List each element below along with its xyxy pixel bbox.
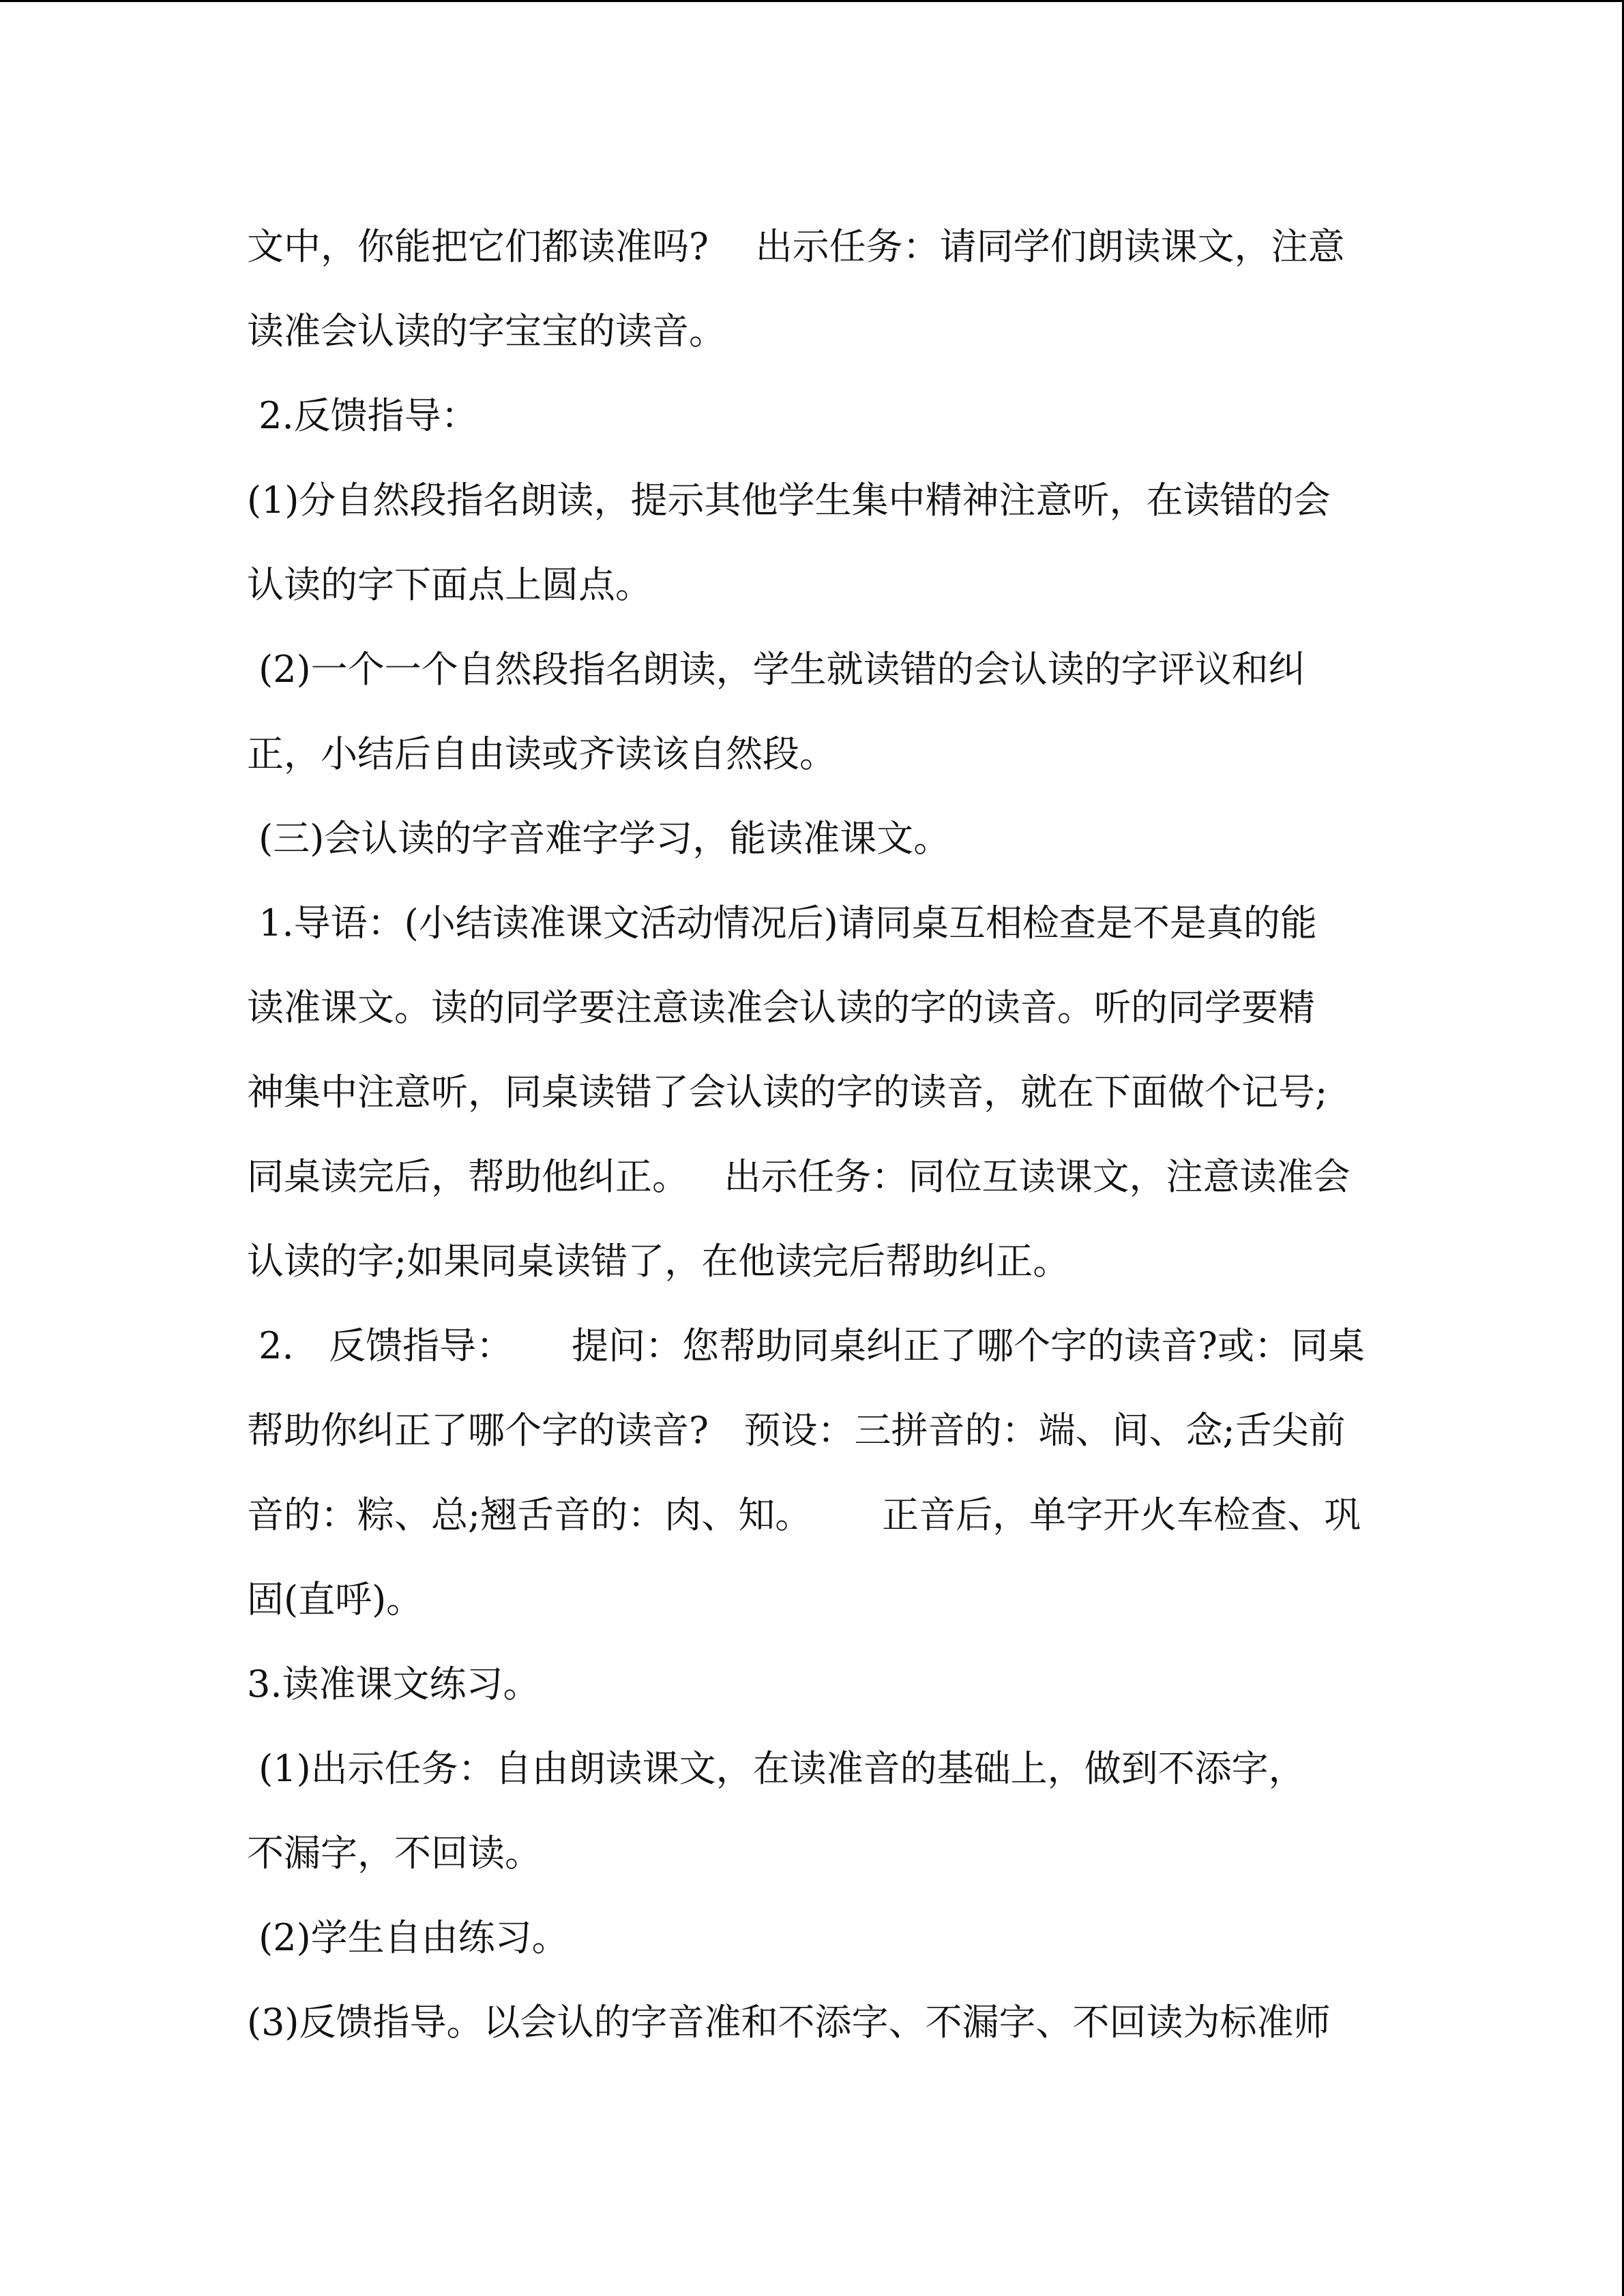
text-line: 2. 反馈指导： 提问：您帮助同桌纠正了哪个字的读音?或：同桌 — [247, 1324, 1365, 1367]
text-line: (2)一个一个自然段指名朗读，学生就读错的会认读的字评议和纠 — [247, 648, 1305, 691]
text-line: 读准会认读的字宝宝的读音。 — [247, 310, 726, 353]
text-line: 同桌读完后，帮助他纠正。 出示任务：同位互读课文，注意读准会 — [247, 1155, 1350, 1198]
text-line: 固(直呼)。 — [247, 1578, 424, 1621]
text-line: 神集中注意听，同桌读错了会认读的字的读音，就在下面做个记号; — [247, 1071, 1328, 1114]
text-line: 不漏字，不回读。 — [247, 1832, 542, 1875]
text-line: 认读的字下面点上圆点。 — [247, 563, 652, 606]
top-border-line — [0, 0, 1624, 2]
text-line: (1)出示任务：自由朗读课文，在读准音的基础上，做到不添字， — [247, 1747, 1305, 1790]
text-line: 音的：粽、总;翘舌音的：肉、知。 正音后，单字开火车检查、巩 — [247, 1493, 1361, 1536]
text-line: 帮助你纠正了哪个字的读音? 预设：三拼音的：端、间、念;舌尖前 — [247, 1409, 1346, 1452]
text-line: 正，小结后自由读或齐读该自然段。 — [247, 732, 836, 775]
text-line: (三)会认读的字音难字学习，能读准课文。 — [247, 817, 951, 860]
text-line: 文中，你能把它们都读准吗? 出示任务：请同学们朗读课文，注意 — [247, 225, 1345, 268]
text-line: 2.反馈指导： — [247, 394, 478, 437]
text-line: (2)学生自由练习。 — [247, 1916, 569, 1959]
text-line: 读准课文。读的同学要注意读准会认读的字的读音。听的同学要精 — [247, 986, 1315, 1029]
text-line: 3.读准课文练习。 — [247, 1663, 540, 1705]
text-line: (3)反馈指导。以会认的字音准和不添字、不漏字、不回读为标准师 — [247, 2001, 1331, 2044]
text-line: 认读的字;如果同桌读错了，在他读完后帮助纠正。 — [247, 1240, 1070, 1283]
body-text — [247, 205, 1379, 2065]
text-line: 1.导语：(小结读准课文活动情况后)请同桌互相检查是不是真的能 — [247, 901, 1317, 944]
text-line: (1)分自然段指名朗读，提示其他学生集中精神注意听，在读错的会 — [247, 479, 1331, 522]
